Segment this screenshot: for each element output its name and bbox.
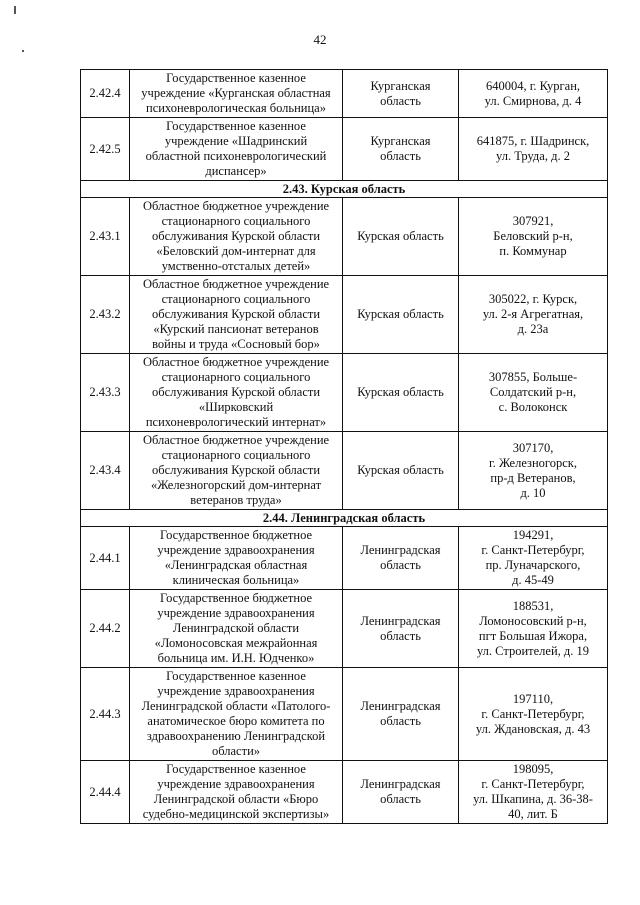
institution-name-line: обслуживания Курской области <box>151 463 321 477</box>
table-row <box>81 276 608 354</box>
institution-name-line: учреждение здравоохранения <box>157 777 315 791</box>
row-number: 2.42.5 <box>81 118 130 181</box>
address-line: г. Санкт-Петербург, <box>481 543 585 557</box>
address <box>459 761 608 824</box>
institution-name-line: «Ленинградская областная <box>164 558 308 572</box>
institution-name <box>130 354 343 432</box>
page-number: 42 <box>313 32 327 47</box>
address-line: д. 23а <box>517 322 549 336</box>
region <box>343 668 459 761</box>
institution-name <box>130 118 343 181</box>
institution-name-line: Государственное казенное <box>166 669 306 683</box>
section-title: 2.43. Курская область <box>81 181 608 198</box>
address-line: г. Санкт-Петербург, <box>481 777 585 791</box>
region <box>343 590 459 668</box>
address <box>459 668 608 761</box>
institution-name-line: Ленинградской области «Бюро <box>153 792 319 806</box>
address-line: д. 10 <box>520 485 546 500</box>
row-number: 2.44.3 <box>81 668 130 761</box>
institution-name-line: Областное бюджетное учреждение <box>142 277 330 291</box>
institution-name <box>130 198 343 276</box>
row-number: 2.43.4 <box>81 432 130 510</box>
address-line: 198095, <box>512 762 554 776</box>
section-title: 2.44. Ленинградская область <box>81 510 608 527</box>
address-line: Солдатский р-н, <box>489 385 577 399</box>
table-row <box>81 590 608 668</box>
institution-name <box>130 761 343 824</box>
row-number: 2.44.4 <box>81 761 130 824</box>
row-number: 2.43.2 <box>81 276 130 354</box>
address-line: г. Железногорск, <box>489 455 577 470</box>
table-row <box>81 432 608 510</box>
institution-name-line: «Беловский дом-интернат для <box>156 244 316 258</box>
address-line: с. Волоконск <box>498 400 568 414</box>
institution-name-line: Государственное бюджетное <box>159 528 313 542</box>
address-line: пр. Луначарского, <box>485 558 581 572</box>
address-line: 307170, <box>512 440 554 455</box>
registry-table <box>80 69 608 824</box>
address-line: 305022, г. Курск, <box>488 292 578 306</box>
table-row <box>81 761 608 824</box>
institution-name-line: диспансер» <box>205 164 267 178</box>
address-line: ул. Труда, д. 2 <box>496 149 570 163</box>
institution-name-line: анатомическое бюро комитета по <box>147 714 325 728</box>
address-line: ул. Строителей, д. 19 <box>476 643 589 658</box>
address-line: Ломоносовский р-н, <box>479 613 587 628</box>
institution-name-line: «Железногорский дом-интернат <box>150 478 322 492</box>
institution-name <box>130 590 343 668</box>
institution-name-line: здравоохранению Ленинградской <box>146 729 326 743</box>
institution-name <box>130 276 343 354</box>
institution-name-line: психоневрологический интернат» <box>145 415 327 429</box>
institution-name-line: обслуживания Курской области <box>151 229 321 243</box>
region-line: область <box>380 792 421 806</box>
address-line: г. Санкт-Петербург, <box>481 706 585 721</box>
region-line: область <box>380 93 421 108</box>
institution-name <box>130 70 343 118</box>
institution-name-line: «Ломоносовская межрайонная <box>154 636 318 650</box>
institution-name-line: стационарного социального <box>161 292 311 306</box>
institution-name-line: судебно-медицинской экспертизы» <box>142 807 330 821</box>
institution-name-line: стационарного социального <box>161 214 311 228</box>
table-row <box>81 527 608 590</box>
institution-name-line: «Курский пансионат ветеранов <box>153 322 319 336</box>
institution-name-line: Областное бюджетное учреждение <box>142 355 330 369</box>
institution-name-line: Ленинградской области «Патолого- <box>141 699 331 713</box>
region <box>343 761 459 824</box>
address <box>459 432 608 510</box>
institution-name-line: ветеранов труда» <box>190 493 282 507</box>
institution-name-line: «Ширковский <box>198 400 274 414</box>
institution-name-line: области» <box>211 744 261 758</box>
row-number: 2.44.2 <box>81 590 130 668</box>
institution-name-line: умственно-отсталых детей» <box>161 259 311 273</box>
region <box>343 432 459 510</box>
address-line: ул. Шкапина, д. 36-38- <box>473 792 593 806</box>
address-line: 307855, Больше- <box>488 370 578 384</box>
region-line: Ленинградская <box>360 613 441 628</box>
address-line: п. Коммунар <box>499 244 567 258</box>
region-line: Ленинградская <box>360 543 441 557</box>
address-line: 307921, <box>512 214 554 228</box>
address <box>459 70 608 118</box>
address <box>459 527 608 590</box>
address-line: 641875, г. Шадринск, <box>476 134 590 148</box>
institution-name-line: Ленинградской области <box>172 621 300 635</box>
region-line: область <box>380 558 421 572</box>
institution-name <box>130 527 343 590</box>
institution-name-line: клиническая больница» <box>172 573 300 587</box>
region-line: область <box>380 149 421 163</box>
region-line: Курганская <box>370 78 431 93</box>
region-line: Курская область <box>357 463 444 477</box>
section-header-row <box>81 181 608 198</box>
scan-mark <box>14 6 16 14</box>
institution-name-line: стационарного социального <box>161 448 311 462</box>
institution-name-line: учреждение «Шадринский <box>164 134 308 148</box>
region-line: Курганская <box>370 134 431 148</box>
row-number: 2.42.4 <box>81 70 130 118</box>
institution-name-line: Государственное бюджетное <box>159 591 313 605</box>
scan-mark <box>22 50 24 52</box>
institution-name-line: учреждение здравоохранения <box>157 543 315 557</box>
row-number: 2.43.3 <box>81 354 130 432</box>
address-line: Беловский р-н, <box>493 229 573 243</box>
address-line: 194291, <box>512 528 554 542</box>
region-line: область <box>380 628 421 643</box>
address <box>459 198 608 276</box>
institution-name-line: психоневрологическая больница» <box>146 101 326 115</box>
region-line: Ленинградская <box>360 699 441 713</box>
table-row <box>81 668 608 761</box>
address <box>459 590 608 668</box>
region-line: область <box>380 714 421 728</box>
address-line: пр-д Ветеранов, <box>490 470 576 485</box>
institution-name-line: Государственное казенное <box>166 119 306 133</box>
institution-name-line: учреждение «Курганская областная <box>141 86 331 100</box>
institution-name <box>130 432 343 510</box>
address <box>459 118 608 181</box>
institution-name-line: Государственное казенное <box>166 762 306 776</box>
institution-name-line: Государственное казенное <box>166 71 306 85</box>
row-number: 2.43.1 <box>81 198 130 276</box>
region <box>343 118 459 181</box>
address-line: 197110, <box>512 691 554 706</box>
institution-name-line: учреждение здравоохранения <box>157 684 315 698</box>
region <box>343 354 459 432</box>
address-line: пгт Большая Ижора, <box>478 628 588 643</box>
address-line: ул. Ждановская, д. 43 <box>475 721 591 736</box>
institution-name-line: больница им. И.Н. Юдченко» <box>157 651 315 665</box>
table-row <box>81 198 608 276</box>
region <box>343 70 459 118</box>
region-line: Ленинградская <box>360 777 441 791</box>
institution-name <box>130 668 343 761</box>
row-number: 2.44.1 <box>81 527 130 590</box>
region-line: Курская область <box>357 385 444 399</box>
address <box>459 276 608 354</box>
address-line: 640004, г. Курган, <box>485 78 581 93</box>
region-line: Курская область <box>357 307 444 321</box>
institution-name-line: областной психоневрологический <box>145 149 327 163</box>
institution-name-line: Областное бюджетное учреждение <box>142 199 330 213</box>
region <box>343 527 459 590</box>
address-line: 40, лит. Б <box>508 807 558 821</box>
region-line: Курская область <box>357 229 444 243</box>
institution-name-line: войны и труда «Сосновый бор» <box>152 337 320 351</box>
section-header-row <box>81 510 608 527</box>
institution-name-line: обслуживания Курской области <box>151 385 321 399</box>
institution-name-line: Областное бюджетное учреждение <box>142 433 330 447</box>
institution-name-line: стационарного социального <box>161 370 311 384</box>
address-line: ул. 2-я Агрегатная, <box>482 307 584 321</box>
table-row <box>81 70 608 118</box>
address-line: 188531, <box>512 598 554 613</box>
table-row <box>81 118 608 181</box>
address-line: ул. Смирнова, д. 4 <box>484 93 582 108</box>
registry-body <box>81 70 608 824</box>
region <box>343 276 459 354</box>
institution-name-line: обслуживания Курской области <box>151 307 321 321</box>
region <box>343 198 459 276</box>
address-line: д. 45-49 <box>512 573 554 587</box>
institution-name-line: учреждение здравоохранения <box>157 606 315 620</box>
table-row <box>81 354 608 432</box>
address <box>459 354 608 432</box>
